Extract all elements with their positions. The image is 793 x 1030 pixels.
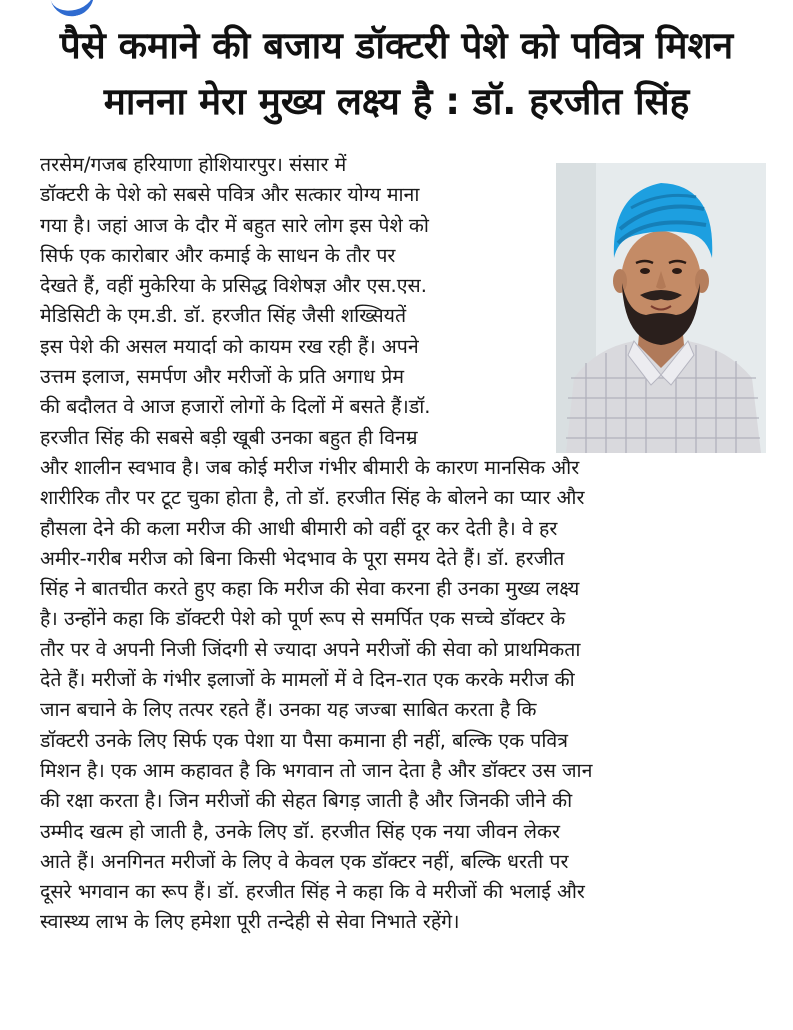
body-line: जान बचाने के लिए तत्पर रहते हैं। उनका यह जज्बा साबित करता है कि (40, 698, 537, 722)
body-line: उत्तम इलाज, समर्पण और मरीजों के प्रति अगाध प्रेम (40, 365, 404, 389)
body-line: दूसरे भगवान का रूप हैं। डॉ. हरजीत सिंह ने कहा कि वे मरीजों की भलाई और (40, 880, 585, 904)
body-line: हौसला देने की कला मरीज की आधी बीमारी को वहीं दूर कर देती है। वे हर (40, 516, 558, 540)
body-line: हरजीत सिंह की सबसे बड़ी खूबी उनका बहुत ही विनम्र (40, 425, 418, 449)
article-body (40, 150, 770, 938)
body-line: उम्मीद खत्म हो जाती है, उनके लिए डॉ. हरजीत सिंह एक नया जीवन लेकर (40, 819, 560, 843)
body-line: तरसेम/गजब हरियाणा होशियारपुर। संसार में (40, 153, 347, 176)
body-line: इस पेशे की असल मयार्दा को कायम रख रही हैं। अपने (40, 334, 419, 358)
body-line: है। उन्होंने कहा कि डॉक्टरी पेशे को पूर्ण रूप से समर्पित एक सच्चे डॉक्टर के (40, 607, 566, 631)
body-line: अमीर-गरीब मरीज को बिना किसी भेदभाव के पूरा समय देते हैं। डॉ. हरजीत (40, 546, 565, 570)
body-line: शारीरिक तौर पर टूट चुका होता है, तो डॉ. हरजीत सिंह के बोलने का प्यार और (40, 486, 585, 510)
headline-line-1: पैसे कमाने की बजाय डॉक्टरी पेशे को पवित्र मिशन (59, 24, 734, 67)
headline-line-2: मानना मेरा मुख्य लक्ष्य है : डॉ. हरजीत सिंह (103, 80, 690, 123)
body-line: डॉक्टरी के पेशे को सबसे पवित्र और सत्कार योग्य माना (40, 183, 420, 207)
body-line: सिंह ने बातचीत करते हुए कहा कि मरीज की सेवा करना ही उनका मुख्य लक्ष्य (40, 577, 580, 601)
body-line: की बदौलत वे आज हजारों लोगों के दिलों में बसते हैं।डॉ. (40, 395, 431, 419)
body-line: सिर्फ एक कारोबार और कमाई के साधन के तौर पर (40, 243, 396, 267)
body-line: मिशन है। एक आम कहावत है कि भगवान तो जान देता है और डॉक्टर उस जान (40, 758, 593, 782)
body-line: देते हैं। मरीजों के गंभीर इलाजों के मामलों में वे दिन-रात एक करके मरीज की (40, 668, 575, 692)
body-line: तौर पर वे अपनी निजी जिंदगी से ज्यादा अपने मरीजों की सेवा को प्राथमिकता (40, 637, 581, 661)
body-line: की रक्षा करता है। जिन मरीजों की सेहत बिगड़ जाती है और जिनकी जीने की (40, 789, 573, 813)
headline (18, 18, 775, 130)
body-line: मेडिसिटी के एम.डी. डॉ. हरजीत सिंह जैसी शख्सियतें (40, 304, 407, 328)
body-line: आते हैं। अनगिनत मरीजों के लिए वे केवल एक डॉक्टर नहीं, बल्कि धरती पर (40, 849, 569, 873)
body-line: गया है। जहां आज के दौर में बहुत सारे लोग इस पेशे को (40, 213, 429, 237)
body-line: और शालीन स्वभाव है। जब कोई मरीज गंभीर बीमारी के कारण मानसिक और (40, 455, 580, 479)
body-line: स्वास्थ्य लाभ के लिए हमेशा पूरी तन्देही से सेवा निभाते रहेंगे। (40, 910, 460, 934)
body-line: डॉक्टरी उनके लिए सिर्फ एक पेशा या पैसा कमाना ही नहीं, बल्कि एक पवित्र (40, 728, 569, 752)
body-line: देखते हैं, वहीं मुकेरिया के प्रसिद्ध विशेषज्ञ और एस.एस. (40, 274, 427, 298)
